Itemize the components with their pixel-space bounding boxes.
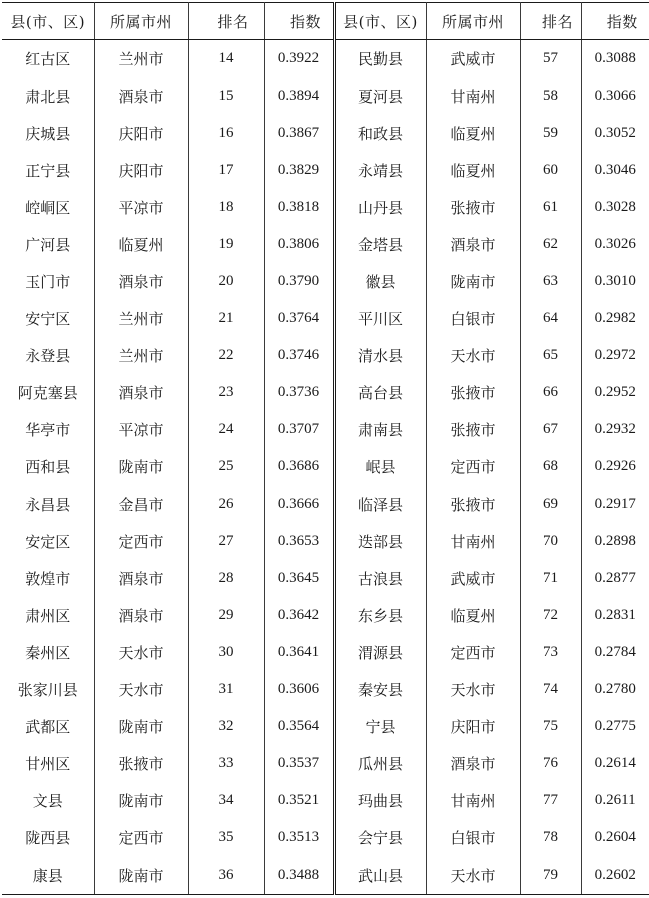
rank-cell: 70 <box>520 523 581 560</box>
index-cell: 0.3488 <box>264 856 334 894</box>
index-cell: 0.3642 <box>264 597 334 634</box>
index-cell: 0.2932 <box>581 411 649 448</box>
county-cell: 迭部县 <box>334 523 426 560</box>
county-cell: 广河县 <box>2 226 94 263</box>
index-cell: 0.2877 <box>581 560 649 597</box>
rank-cell: 71 <box>520 560 581 597</box>
county-cell: 华亭市 <box>2 411 94 448</box>
rank-cell: 34 <box>188 782 264 819</box>
index-cell: 0.2775 <box>581 708 649 745</box>
county-cell: 阿克塞县 <box>2 374 94 411</box>
city-cell: 临夏州 <box>94 226 188 263</box>
rank-cell: 59 <box>520 115 581 152</box>
rank-cell: 69 <box>520 486 581 523</box>
header-row <box>2 3 649 40</box>
county-cell: 康县 <box>2 856 94 894</box>
table-row <box>2 263 649 300</box>
index-cell: 0.3922 <box>264 40 334 78</box>
rank-cell: 16 <box>188 115 264 152</box>
city-cell: 天水市 <box>94 634 188 671</box>
county-cell: 肃州区 <box>2 597 94 634</box>
county-cell: 红古区 <box>2 40 94 78</box>
index-cell: 0.3052 <box>581 115 649 152</box>
index-cell: 0.2898 <box>581 523 649 560</box>
city-cell: 甘南州 <box>426 77 520 114</box>
index-cell: 0.3066 <box>581 77 649 114</box>
county-cell: 金塔县 <box>334 226 426 263</box>
rank-cell: 74 <box>520 671 581 708</box>
index-cell: 0.2604 <box>581 819 649 856</box>
index-cell: 0.3666 <box>264 486 334 523</box>
header-rank-right: 排名 <box>520 3 581 40</box>
table-row <box>2 708 649 745</box>
table-body <box>2 40 649 895</box>
index-cell: 0.3606 <box>264 671 334 708</box>
index-cell: 0.3806 <box>264 226 334 263</box>
city-cell: 甘南州 <box>426 782 520 819</box>
index-cell: 0.3829 <box>264 152 334 189</box>
table-row <box>2 152 649 189</box>
table-row <box>2 411 649 448</box>
county-cell: 陇西县 <box>2 819 94 856</box>
city-cell: 张掖市 <box>426 411 520 448</box>
rank-cell: 77 <box>520 782 581 819</box>
city-cell: 陇南市 <box>94 448 188 485</box>
county-cell: 文县 <box>2 782 94 819</box>
county-cell: 徽县 <box>334 263 426 300</box>
city-cell: 酒泉市 <box>94 560 188 597</box>
county-cell: 正宁县 <box>2 152 94 189</box>
city-cell: 酒泉市 <box>94 77 188 114</box>
table-row <box>2 337 649 374</box>
county-cell: 临泽县 <box>334 486 426 523</box>
rank-cell: 36 <box>188 856 264 894</box>
city-cell: 定西市 <box>426 448 520 485</box>
city-cell: 定西市 <box>426 634 520 671</box>
county-cell: 永靖县 <box>334 152 426 189</box>
table-row <box>2 560 649 597</box>
index-cell: 0.3645 <box>264 560 334 597</box>
table-row <box>2 189 649 226</box>
city-cell: 庆阳市 <box>94 152 188 189</box>
rank-cell: 61 <box>520 189 581 226</box>
rank-cell: 23 <box>188 374 264 411</box>
rank-cell: 75 <box>520 708 581 745</box>
rank-cell: 58 <box>520 77 581 114</box>
rank-cell: 73 <box>520 634 581 671</box>
table-row <box>2 856 649 894</box>
index-cell: 0.3028 <box>581 189 649 226</box>
table-row <box>2 671 649 708</box>
header-county: 县(市、区) <box>2 3 94 40</box>
rank-cell: 79 <box>520 856 581 894</box>
county-cell: 平川区 <box>334 300 426 337</box>
rank-cell: 78 <box>520 819 581 856</box>
header-index: 指数 <box>264 3 334 40</box>
city-cell: 酒泉市 <box>94 374 188 411</box>
index-cell: 0.2952 <box>581 374 649 411</box>
city-cell: 武威市 <box>426 40 520 78</box>
city-cell: 酒泉市 <box>94 263 188 300</box>
rank-cell: 62 <box>520 226 581 263</box>
rank-cell: 32 <box>188 708 264 745</box>
county-cell: 秦安县 <box>334 671 426 708</box>
index-cell: 0.3088 <box>581 40 649 78</box>
table-row <box>2 597 649 634</box>
county-cell: 武都区 <box>2 708 94 745</box>
index-cell: 0.2780 <box>581 671 649 708</box>
county-cell: 永昌县 <box>2 486 94 523</box>
rank-cell: 22 <box>188 337 264 374</box>
city-cell: 兰州市 <box>94 40 188 78</box>
table-row <box>2 819 649 856</box>
index-cell: 0.2614 <box>581 745 649 782</box>
county-cell: 玛曲县 <box>334 782 426 819</box>
header-city: 所属市州 <box>94 3 188 40</box>
city-cell: 陇南市 <box>94 708 188 745</box>
index-cell: 0.3790 <box>264 263 334 300</box>
table-row <box>2 523 649 560</box>
index-cell: 0.3653 <box>264 523 334 560</box>
table-row <box>2 745 649 782</box>
index-cell: 0.2602 <box>581 856 649 894</box>
index-cell: 0.2982 <box>581 300 649 337</box>
rank-cell: 14 <box>188 40 264 78</box>
city-cell: 张掖市 <box>426 486 520 523</box>
rank-cell: 28 <box>188 560 264 597</box>
rank-cell: 76 <box>520 745 581 782</box>
county-cell: 秦州区 <box>2 634 94 671</box>
city-cell: 天水市 <box>426 856 520 894</box>
index-cell: 0.3764 <box>264 300 334 337</box>
city-cell: 张掖市 <box>426 189 520 226</box>
rank-cell: 24 <box>188 411 264 448</box>
city-cell: 庆阳市 <box>94 115 188 152</box>
table-row <box>2 448 649 485</box>
rank-cell: 27 <box>188 523 264 560</box>
rank-cell: 18 <box>188 189 264 226</box>
rank-cell: 63 <box>520 263 581 300</box>
table-row <box>2 486 649 523</box>
county-cell: 高台县 <box>334 374 426 411</box>
rank-cell: 33 <box>188 745 264 782</box>
header-county-right: 县(市、区) <box>334 3 426 40</box>
table-row <box>2 226 649 263</box>
county-cell: 玉门市 <box>2 263 94 300</box>
county-cell: 宁县 <box>334 708 426 745</box>
city-cell: 兰州市 <box>94 337 188 374</box>
ranking-table <box>2 2 649 895</box>
index-cell: 0.3818 <box>264 189 334 226</box>
city-cell: 酒泉市 <box>94 597 188 634</box>
city-cell: 庆阳市 <box>426 708 520 745</box>
index-cell: 0.2611 <box>581 782 649 819</box>
rank-cell: 64 <box>520 300 581 337</box>
index-cell: 0.3026 <box>581 226 649 263</box>
county-cell: 武山县 <box>334 856 426 894</box>
rank-cell: 60 <box>520 152 581 189</box>
city-cell: 白银市 <box>426 819 520 856</box>
rank-cell: 20 <box>188 263 264 300</box>
rank-cell: 26 <box>188 486 264 523</box>
city-cell: 临夏州 <box>426 597 520 634</box>
city-cell: 平凉市 <box>94 189 188 226</box>
city-cell: 兰州市 <box>94 300 188 337</box>
index-cell: 0.3867 <box>264 115 334 152</box>
rank-cell: 66 <box>520 374 581 411</box>
index-cell: 0.3894 <box>264 77 334 114</box>
index-cell: 0.3513 <box>264 819 334 856</box>
county-cell: 永登县 <box>2 337 94 374</box>
index-cell: 0.3641 <box>264 634 334 671</box>
table-row <box>2 634 649 671</box>
table-row <box>2 374 649 411</box>
city-cell: 武威市 <box>426 560 520 597</box>
city-cell: 陇南市 <box>426 263 520 300</box>
rank-cell: 15 <box>188 77 264 114</box>
header-city-right: 所属市州 <box>426 3 520 40</box>
county-cell: 安定区 <box>2 523 94 560</box>
rank-cell: 19 <box>188 226 264 263</box>
index-cell: 0.3736 <box>264 374 334 411</box>
header-rank: 排名 <box>188 3 264 40</box>
rank-cell: 72 <box>520 597 581 634</box>
county-cell: 夏河县 <box>334 77 426 114</box>
county-cell: 安宁区 <box>2 300 94 337</box>
index-cell: 0.3521 <box>264 782 334 819</box>
index-cell: 0.3707 <box>264 411 334 448</box>
county-cell: 敦煌市 <box>2 560 94 597</box>
city-cell: 天水市 <box>426 337 520 374</box>
county-cell: 崆峒区 <box>2 189 94 226</box>
rank-cell: 30 <box>188 634 264 671</box>
city-cell: 金昌市 <box>94 486 188 523</box>
city-cell: 天水市 <box>426 671 520 708</box>
rank-cell: 21 <box>188 300 264 337</box>
rank-cell: 65 <box>520 337 581 374</box>
city-cell: 定西市 <box>94 819 188 856</box>
city-cell: 临夏州 <box>426 115 520 152</box>
index-cell: 0.3046 <box>581 152 649 189</box>
header-index-right: 指数 <box>581 3 649 40</box>
table-row <box>2 40 649 78</box>
city-cell: 酒泉市 <box>426 226 520 263</box>
index-cell: 0.2784 <box>581 634 649 671</box>
city-cell: 定西市 <box>94 523 188 560</box>
county-cell: 古浪县 <box>334 560 426 597</box>
table-row <box>2 300 649 337</box>
city-cell: 白银市 <box>426 300 520 337</box>
city-cell: 平凉市 <box>94 411 188 448</box>
rank-cell: 67 <box>520 411 581 448</box>
county-cell: 清水县 <box>334 337 426 374</box>
rank-cell: 57 <box>520 40 581 78</box>
rank-cell: 31 <box>188 671 264 708</box>
city-cell: 张掖市 <box>426 374 520 411</box>
county-cell: 肃南县 <box>334 411 426 448</box>
rank-cell: 29 <box>188 597 264 634</box>
table-row <box>2 77 649 114</box>
county-cell: 会宁县 <box>334 819 426 856</box>
index-cell: 0.2926 <box>581 448 649 485</box>
city-cell: 天水市 <box>94 671 188 708</box>
rank-cell: 25 <box>188 448 264 485</box>
index-cell: 0.3686 <box>264 448 334 485</box>
index-cell: 0.2972 <box>581 337 649 374</box>
city-cell: 陇南市 <box>94 782 188 819</box>
rank-cell: 68 <box>520 448 581 485</box>
county-cell: 甘州区 <box>2 745 94 782</box>
county-cell: 东乡县 <box>334 597 426 634</box>
city-cell: 临夏州 <box>426 152 520 189</box>
index-cell: 0.3746 <box>264 337 334 374</box>
county-cell: 肃北县 <box>2 77 94 114</box>
county-cell: 渭源县 <box>334 634 426 671</box>
index-cell: 0.3564 <box>264 708 334 745</box>
county-cell: 庆城县 <box>2 115 94 152</box>
county-cell: 民勤县 <box>334 40 426 78</box>
county-cell: 岷县 <box>334 448 426 485</box>
county-cell: 山丹县 <box>334 189 426 226</box>
index-cell: 0.2831 <box>581 597 649 634</box>
rank-cell: 35 <box>188 819 264 856</box>
county-cell: 西和县 <box>2 448 94 485</box>
city-cell: 酒泉市 <box>426 745 520 782</box>
city-cell: 甘南州 <box>426 523 520 560</box>
index-cell: 0.3010 <box>581 263 649 300</box>
index-cell: 0.2917 <box>581 486 649 523</box>
table-row <box>2 782 649 819</box>
index-cell: 0.3537 <box>264 745 334 782</box>
county-cell: 张家川县 <box>2 671 94 708</box>
city-cell: 张掖市 <box>94 745 188 782</box>
city-cell: 陇南市 <box>94 856 188 894</box>
county-cell: 和政县 <box>334 115 426 152</box>
county-cell: 瓜州县 <box>334 745 426 782</box>
rank-cell: 17 <box>188 152 264 189</box>
table-row <box>2 115 649 152</box>
